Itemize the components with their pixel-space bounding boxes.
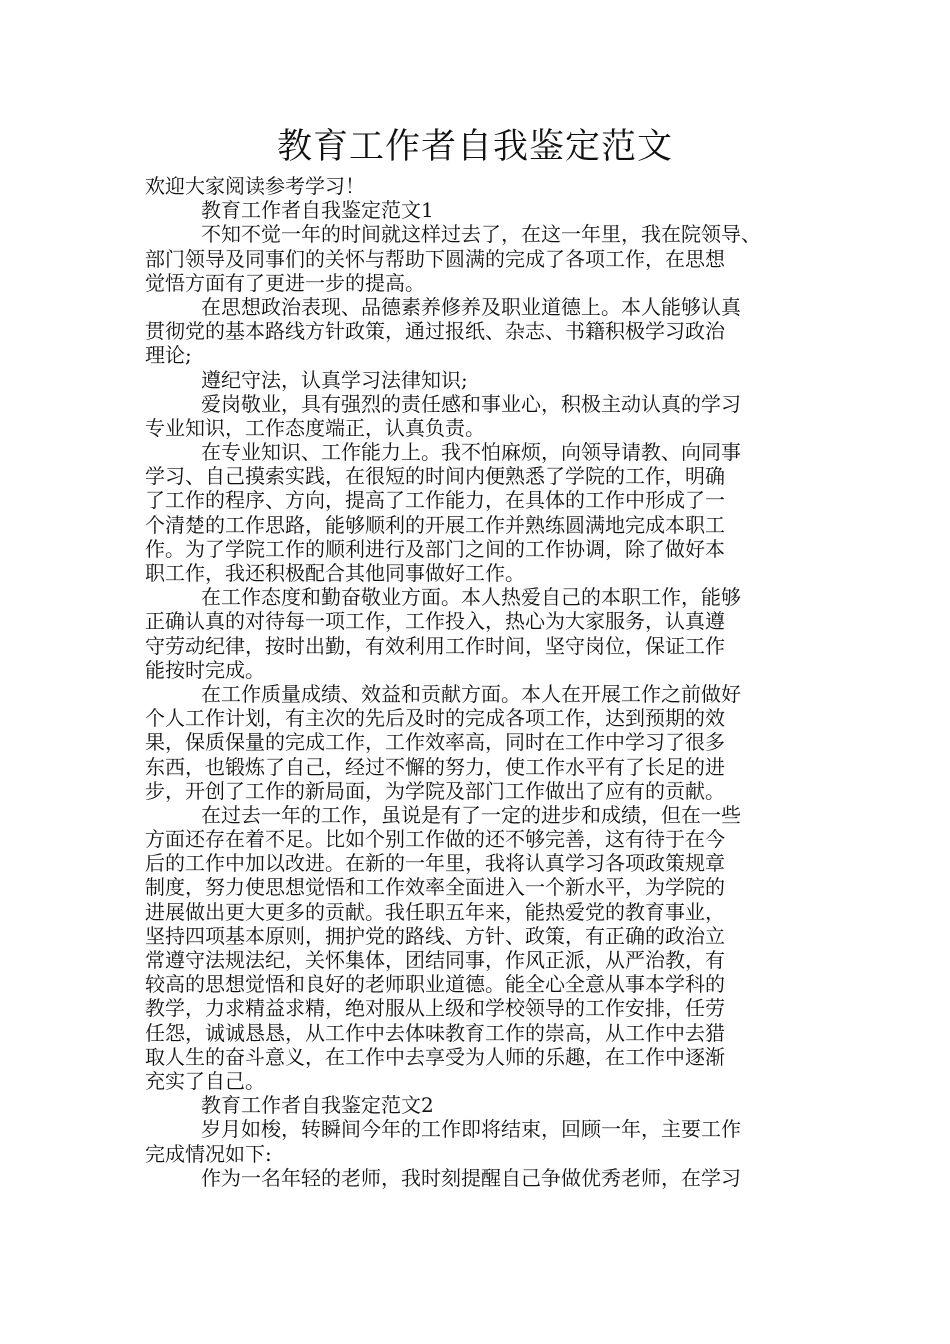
text-line: 制度，努力使思想觉悟和工作效率全面进入一个新水平，为学院的 [145,875,725,900]
text-line: 教育工作者自我鉴定范文1 [201,198,434,223]
text-line: 坚持四项基本原则，拥护党的路线、方针、政策，有正确的政治立 [145,923,725,948]
text-line: 岁月如梭，转瞬间今年的工作即将结束，回顾一年，主要工作 [201,1117,741,1142]
text-line: 爱岗敬业，具有强烈的责任感和事业心，积极主动认真的学习 [201,391,741,416]
text-line: 在工作质量成绩、效益和贡献方面。本人在开展工作之前做好 [201,681,741,706]
text-line: 作为一名年轻的老师，我时刻提醒自己争做优秀老师，在学习 [201,1165,741,1190]
text-line: 学习、自己摸索实践，在很短的时间内便熟悉了学院的工作，明确 [145,464,725,489]
text-line: 在思想政治表现、品德素养修养及职业道德上。本人能够认真 [201,294,741,319]
text-line: 部门领导及同事们的关怀与帮助下圆满的完成了各项工作，在思想 [145,246,725,271]
text-line: 觉悟方面有了更进一步的提高。 [145,270,425,295]
text-line: 能按时完成。 [145,657,265,682]
text-line: 任怨，诚诚恳恳，从工作中去体味教育工作的崇高，从工作中去猎 [145,1020,725,1045]
text-line: 欢迎大家阅读参考学习！ [145,174,365,198]
text-line: 果，保质保量的完成工作，工作效率高，同时在工作中学习了很多 [145,730,725,755]
text-line: 正确认真的对待每一项工作，工作投入，热心为大家服务，认真遵 [145,609,725,634]
text-line: 完成情况如下: [145,1141,272,1166]
text-line: 守劳动纪律，按时出勤，有效利用工作时间，坚守岗位，保证工作 [145,633,725,658]
text-line: 个清楚的工作思路，能够顺利的开展工作并熟练圆满地完成本职工 [145,512,725,537]
text-line: 取人生的奋斗意义，在工作中去享受为人师的乐趣，在工作中逐渐 [145,1044,725,1069]
text-line: 个人工作计划，有主次的先后及时的完成各项工作，达到预期的效 [145,706,725,731]
text-line: 专业知识，工作态度端正，认真负责。 [145,415,485,440]
text-line: 作。为了学院工作的顺利进行及部门之间的工作协调，除了做好本 [145,536,725,561]
text-line: 在专业知识、工作能力上。我不怕麻烦，向领导请教、向同事 [201,440,741,465]
document-title: 教育工作者自我鉴定范文 [276,127,673,167]
text-line: 较高的思想觉悟和良好的老师职业道德。能全心全意从事本学科的 [145,972,725,997]
text-line: 在过去一年的工作，虽说是有了一定的进步和成绩，但在一些 [201,802,741,827]
text-line: 遵纪守法，认真学习法律知识; [201,367,468,392]
text-line: 职工作，我还积极配合其他同事做好工作。 [145,561,525,585]
text-line: 理论; [145,343,192,368]
text-line: 不知不觉一年的时间就这样过去了，在这一年里，我在院领导、 [201,222,761,247]
text-line: 东西，也锻炼了自己，经过不懈的努力，使工作水平有了长足的进 [145,754,725,779]
text-line: 了工作的程序、方向，提高了工作能力，在具体的工作中形成了一 [145,488,725,513]
text-line: 常遵守法规法纪，关怀集体，团结同事，作风正派，从严治教，有 [145,948,725,972]
text-line: 后的工作中加以改进。在新的一年里，我将认真学习各项政策规章 [145,851,725,876]
text-line: 在工作态度和勤奋敬业方面。本人热爱自己的本职工作，能够 [201,585,741,610]
text-line: 教育工作者自我鉴定范文2 [201,1093,434,1118]
text-line: 方面还存在着不足。比如个别工作做的还不够完善，这有待于在今 [145,827,725,852]
document-body [145,174,820,1190]
text-line: 进展做出更大更多的贡献。我任职五年来，能热爱党的教育事业， [145,899,725,924]
text-line: 贯彻党的基本路线方针政策，通过报纸、杂志、书籍积极学习政治 [145,319,725,344]
text-line: 教学，力求精益求精，绝对服从上级和学校领导的工作安排，任劳 [145,996,725,1021]
text-line: 步，开创了工作的新局面，为学院及部门工作做出了应有的贡献。 [145,778,725,803]
text-line: 充实了自己。 [145,1068,265,1093]
